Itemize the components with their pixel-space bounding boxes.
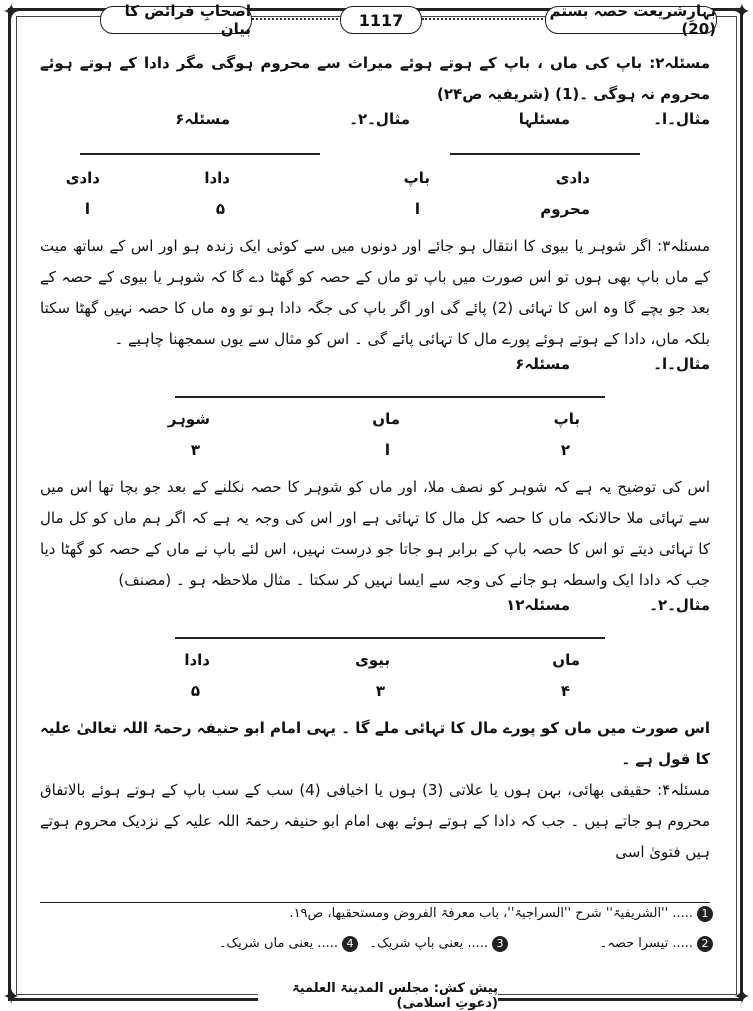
masala-4: مسئلہ۴: حقیقی بھائی، بہن ہوں یا علاتی (3) ہوں یا اخیافی (4) سب کے سب باپ کے ہوتے ہوئے بالاتفاق محروم ہو جاتے ہیں ۔ جب کہ دادا کے ہوتے ہوئے بھی امام ابو حنیفہ رحمۃ اللہ علیہ کے نزدیک محروم ہوتے ہیں فتویٰ اسی (40, 781, 711, 861)
corner-ornament: ✦ (732, 0, 751, 25)
example-1-shares: محروم ا ۵ ا (84, 200, 590, 218)
explanation: اس کی توضیح یہ ہے کہ شوہر کو نصف ملا، اور ماں کو شوہر کا حصہ نکلنے کے بعد جو بچا تھا اس میں سے تہائی ملا حالانکہ ماں کا حصہ کل مال کا تہائی ہے اور اس کی وجہ یہ ہے کہ اگر ہم ماں کو کل مال کا تہائی دیتے تو اس کا حصہ باپ کے برابر ہو جاتا جو درست نہیں، اس لئے باپ نے ماں کے حصہ کو گھٹا دیا جب کہ دادا ایک واسطہ ہو جانے کی وجہ سے ایسا نہیں کر سکتا ۔ مثال ملاحظہ ہو ۔ (مصنف) (40, 478, 710, 589)
masala-label: مسئلہ۶ (175, 110, 230, 128)
section-title: اصحابِ فرائض کا بیان (100, 6, 252, 34)
book-title: بہارِشریعت حصہ بستم (20) (545, 6, 717, 34)
corner-ornament: ✦ (732, 985, 751, 1010)
example-2-heading: مثال۔ا۔ مسئلہ۶ (515, 355, 710, 373)
ruling-note: اس صورت میں ماں کو پورے مال کا تہائی ملے گا ۔ یہی امام ابو حنیفہ رحمۃ اللہ تعالیٰ علیہ کا قول ہے ۔ (40, 719, 710, 768)
example-label: مثال۔ا۔ (653, 110, 710, 128)
example-2-heirs: باپ ماں شوہر (167, 410, 580, 428)
footnote-divider (40, 902, 710, 903)
masala-2: مسئلہ۲: باپ کی ماں ، باپ کے ہوتے ہوئے میراث سے محروم ہوگی مگر دادا کے ہوتے ہوئے محروم نہ ہوگی ۔(1) (شریفیہ ص۲۴) (40, 54, 710, 103)
example-label: مثال۔۲۔ (349, 110, 410, 128)
example-3-heirs: ماں بیوی دادا (184, 651, 580, 669)
footnote-2: 2..... تیسرا حصہ۔ (600, 936, 713, 952)
page-number: 1117 (340, 6, 422, 34)
example-2-shares: ۲ ا ۳ (190, 441, 570, 459)
example-3-shares: ۴ ۳ ۵ (190, 682, 570, 700)
page-header (30, 2, 723, 38)
footnote-1: 1..... ''الشریفیۃ'' شرح ''السراجیۃ''، باب معرفۃ الفروض ومستحقیھا، ص۱۹. (289, 906, 713, 922)
corner-ornament: ✦ (2, 985, 21, 1010)
example-1-heading (40, 110, 710, 141)
footnote-4: 4..... یعنی ماں شریک۔ (219, 936, 358, 952)
masala-3: مسئلہ۳: اگر شوہر یا بیوی کا انتقال ہو جائے اور دونوں میں سے کوئی ایک زندہ ہو اور اس کے ساتھ میت کے ماں باپ بھی ہوں تو اس صورت میں باپ تو ماں کے حصہ کو گھٹا دے گا کہ شوہر یا بیوی کے حصہ کے بعد جو بچے گا وہ اس کا تہائی (2) پائے گی اور اگر باپ کی جگہ دادا ہو تو وہ ماں کا حصہ نہیں گھٹا سکتا بلکہ ماں، دادا کے ہوتے ہوئے پورے مال کا تہائی پائے گی ۔ اس کو مثال سے یوں سمجھنا چاہیے ۔ (40, 237, 710, 348)
corner-ornament: ✦ (2, 0, 21, 25)
example-3-heading: مثال۔۲۔ مسئلہ۱۲ (506, 596, 710, 614)
example-1-heirs: دادی باپ دادا دادی (65, 169, 590, 187)
footnote-3: 3..... یعنی باپ شریک۔ (370, 936, 508, 952)
page-body (40, 48, 710, 868)
masala-label: مسئلہا (518, 110, 570, 128)
publisher-footer: پیش کش: مجلس المدینۃ العلمیۃ (دعوتِ اسلامی) (258, 985, 498, 1007)
